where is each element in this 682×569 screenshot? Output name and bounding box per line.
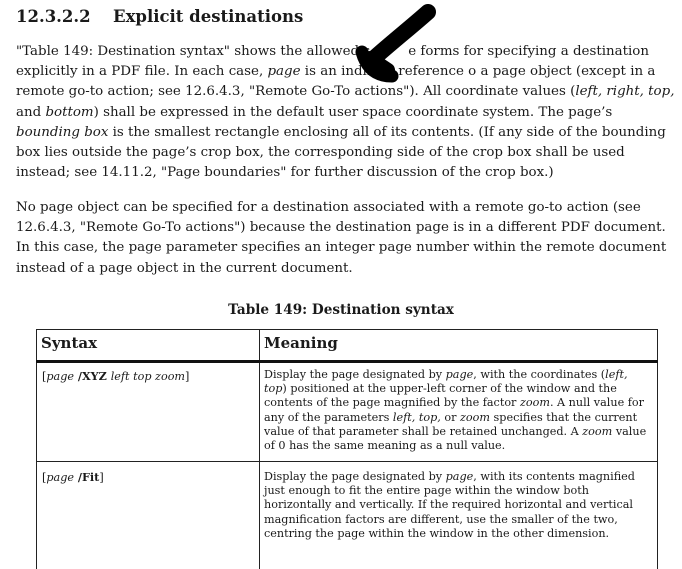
paragraph-remote-destinations: No page object can be specified for a destination associated with a remote go-to action (see 12.6.4.3, "Remote Go-To actions") because the destination page is in a different PDF document. In this case, the page parameter specifies an integer page number within the remote document instead of a page object in the current document.: [16, 200, 667, 276]
text-run: value of 0 has the same meaning as a null value.: [264, 424, 647, 453]
syntax-fit: [42, 470, 104, 485]
term-bounding-box: bounding box: [16, 124, 109, 140]
keyword-xyz: /XYZ: [74, 369, 111, 383]
text-run: Display the page designated by: [264, 368, 446, 381]
section-number: 12.3.2.2: [16, 7, 91, 26]
table-row-rule: [36, 461, 658, 462]
table-column-divider: [259, 329, 260, 569]
text-run: , with its contents magnified just enough to fit the entire page within the window both horizontally and vertically. If the required horizontal and vertical magnification factors are different, use the smaller of the two, centring the page within the window in the other dimension.: [264, 470, 635, 540]
syntax-xyz: [42, 369, 189, 384]
term-bottom: bottom: [45, 104, 94, 120]
destination-syntax-table: [36, 329, 658, 569]
keyword-fit: /Fit: [74, 470, 100, 484]
header-meaning: Meaning: [264, 334, 338, 352]
text-run: is an indirect reference: [300, 64, 469, 80]
header-syntax: Syntax: [41, 334, 98, 352]
bracket: ]: [99, 471, 104, 484]
meaning-fit: [264, 470, 650, 541]
text-run: Display the page designated by: [264, 470, 446, 483]
bracket: [: [42, 471, 47, 484]
term: zoom: [460, 410, 490, 424]
bracket: [: [42, 370, 47, 383]
term-page: page: [267, 64, 301, 80]
text-run: "Table 149: Destination syntax" shows the allowed s: [16, 44, 371, 59]
param-page: page: [46, 370, 74, 383]
param-page: page: [46, 471, 74, 484]
term-coordinates: left, right, top,: [575, 84, 675, 100]
text-run: or: [440, 410, 461, 424]
text-run: ) positioned at the upper-left corner of the window and the contents of the page magnified by the factor: [264, 382, 617, 410]
meaning-xyz: [264, 368, 650, 453]
table-header-rule: [36, 360, 658, 363]
params-left-top-zoom: left top zoom: [110, 370, 186, 383]
text-run: e forms for specifying a destination explicitly in a PDF file. In each case,: [16, 44, 649, 80]
term: page: [445, 368, 474, 381]
black-marker-scribble: [340, 0, 450, 90]
text-run: o a page object (except in a remote go-to action; see 12.6.4.3, "Remote Go-To actions"). All coordinate values (: [16, 64, 656, 100]
table-top-rule: [36, 329, 658, 330]
term: zoom: [519, 396, 550, 410]
term: page: [445, 470, 474, 483]
bracket: ]: [185, 370, 190, 383]
term: left, top: [264, 368, 628, 396]
text-run: specifies that the current value of that parameter shall be retained unchanged. A: [264, 410, 638, 438]
text-run: . A null value for any of the parameters: [264, 396, 644, 424]
section-title: Explicit destinations: [113, 7, 304, 26]
text-run: is the smallest rectangle enclosing all of its contents. (If any side of the bounding box lies outside the page’s crop box, the corresponding side of the crop box shall be used instead; see 14.11.2, "Page boundaries" for further discussion of the crop box.): [16, 124, 666, 181]
table-caption: Table 149: Destination syntax: [228, 302, 454, 318]
text-run: , with the coordinates (: [473, 368, 606, 381]
text-run: ) shall be expressed in the default user space coordinate system. The page’s: [93, 104, 613, 120]
text-run: and: [16, 104, 46, 120]
term: left, top,: [392, 410, 441, 424]
section-heading: [16, 7, 303, 26]
term: zoom: [582, 424, 613, 438]
